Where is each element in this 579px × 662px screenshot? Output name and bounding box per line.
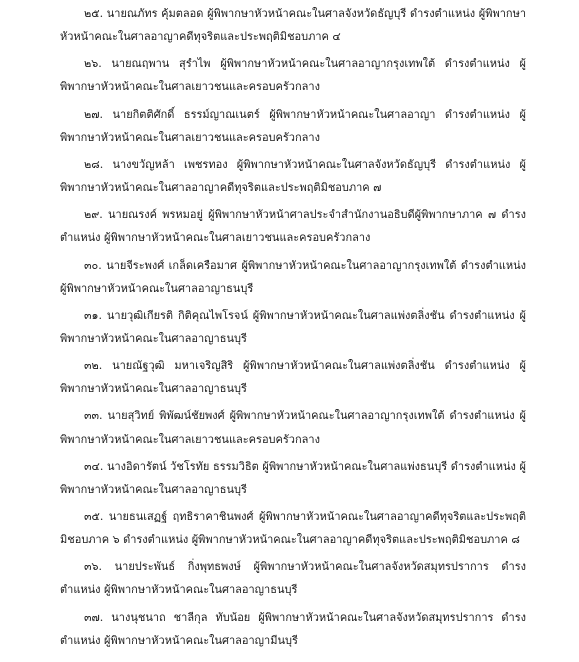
appointment-entry-35: ๓๕. นายธนเสฏฐ์ ฤทธิราคาชินพงศ์ ผู้พิพากษาหัวหน้าคณะในศาลอาญาคดีทุจริตและประพฤติมิชอบภาค ๖ ดำรงตำแหน่ง ผู้พิพากษาหัวหน้าคณะในศาลอาญาคดีทุจริตและประพฤติมิชอบภาค ๘ xyxy=(60,510,526,547)
appointment-entry-29: ๒๙. นายณรงค์ พรหมอยู่ ผู้พิพากษาหัวหน้าศาลประจำสำนักงานอธิบดีผู้พิพากษาภาค ๗ ดำรงตำแหน่ง ผู้พิพากษาหัวหน้าคณะในศาลเยาวชนและครอบครัวกลาง xyxy=(60,208,526,245)
appointment-entry-30: ๓๐. นายจีระพงศ์ เกล็ดเครือมาศ ผู้พิพากษาหัวหน้าคณะในศาลอาญากรุงเทพใต้ ดำรงตำแหน่ง ผู้พิพากษาหัวหน้าคณะในศาลอาญาธนบุรี xyxy=(60,258,526,295)
appointment-entry-25: ๒๕. นายณภัทร คุ้มตลอด ผู้พิพากษาหัวหน้าคณะในศาลจังหวัดธัญบุรี ดำรงตำแหน่ง ผู้พิพากษาหัวหน้าคณะในศาลอาญาคดีทุจริตและประพฤติมิชอบภาค ๔ xyxy=(60,7,526,44)
appointment-entry-32: ๓๒. นายณัฐวุฒิ มหาเจริญสิริ ผู้พิพากษาหัวหน้าคณะในศาลแพ่งตลิ่งชัน ดำรงตำแหน่ง ผู้พิพากษาหัวหน้าคณะในศาลอาญาธนบุรี xyxy=(60,359,526,396)
appointment-entry-36: ๓๖. นายประพันธ์ กิ่งพุทธพงษ์ ผู้พิพากษาหัวหน้าคณะในศาลจังหวัดสมุทรปราการ ดำรงตำแหน่ง ผู้พิพากษาหัวหน้าคณะในศาลอาญาธนบุรี xyxy=(60,560,526,597)
appointment-entry-28: ๒๘. นางขวัญหล้า เพชรทอง ผู้พิพากษาหัวหน้าคณะในศาลจังหวัดธัญบุรี ดำรงตำแหน่ง ผู้พิพากษาหัวหน้าคณะในศาลอาญาคดีทุจริตและประพฤติมิชอบภาค ๗ xyxy=(60,157,526,195)
appointment-entry-37: ๓๗. นางนุชนาถ ชาลีกุล ทับน้อย ผู้พิพากษาหัวหน้าคณะในศาลจังหวัดสมุทรปราการ ดำรงตำแหน่ง ผู้พิพากษาหัวหน้าคณะในศาลอาญามีนบุรี xyxy=(60,610,526,647)
appointment-entry-34: ๓๔. นางอิดารัตน์ วัชโรทัย ธรรมวิธิต ผู้พิพากษาหัวหน้าคณะในศาลแพ่งธนบุรี ดำรงตำแหน่ง ผู้พิพากษาหัวหน้าคณะในศาลอาญาธนบุรี xyxy=(60,459,526,496)
appointment-entry-33: ๓๓. นายสุวิทย์ พิพัฒน์ชัยพงศ์ ผู้พิพากษาหัวหน้าคณะในศาลอาญากรุงเทพใต้ ดำรงตำแหน่ง ผู้พิพากษาหัวหน้าคณะในศาลเยาวชนและครอบครัวกลาง xyxy=(60,409,526,446)
appointment-entry-27: ๒๗. นายกิตติศักดิ์ ธรรม์ญาณเนตร์ ผู้พิพากษาหัวหน้าคณะในศาลอาญา ดำรงตำแหน่ง ผู้พิพากษาหัวหน้าคณะในศาลเยาวชนและครอบครัวกลาง xyxy=(60,107,526,144)
appointment-entry-26: ๒๖. นายณฤพาน สุรำไพ ผู้พิพากษาหัวหน้าคณะในศาลอาญากรุงเทพใต้ ดำรงตำแหน่ง ผู้พิพากษาหัวหน้าคณะในศาลเยาวชนและครอบครัวกลาง xyxy=(60,57,526,94)
appointment-entry-31: ๓๑. นายวุฒิเกียรติ กิติคุณไพโรจน์ ผู้พิพากษาหัวหน้าคณะในศาลแพ่งตลิ่งชัน ดำรงตำแหน่ง ผู้พิพากษาหัวหน้าคณะในศาลอาญาธนบุรี xyxy=(60,308,526,345)
